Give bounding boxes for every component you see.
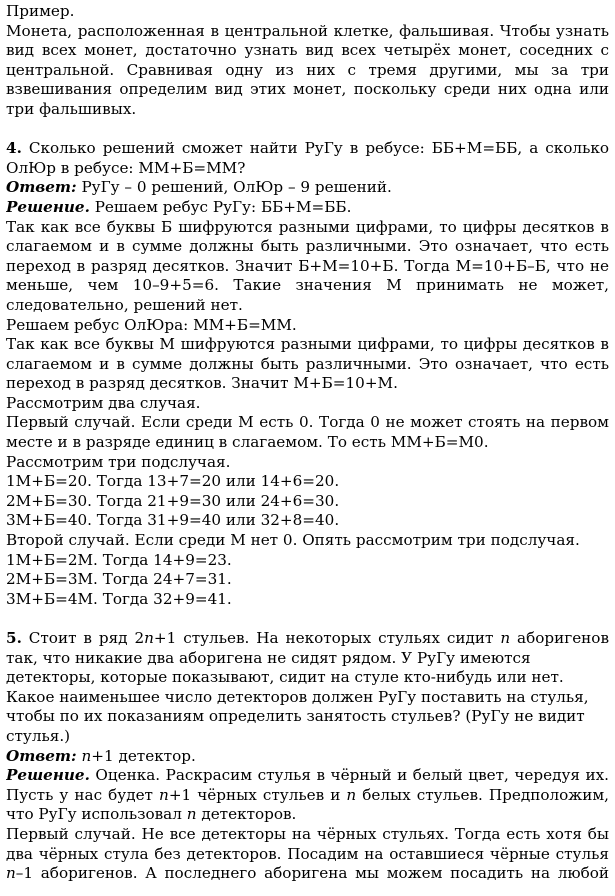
solution-line: Рассмотрим три подслучая.: [6, 452, 231, 471]
problem-5-section: [6, 629, 609, 884]
solution-line: Второй случай. Если среди М нет 0. Опять рассмотрим три подслучая.: [6, 531, 580, 550]
example-line: Монета, расположенная в центральной клетке, фальшивая. Чтобы узнать: [6, 21, 609, 40]
solution-text: что РуГу использовал: [6, 805, 187, 824]
answer-label: Ответ:: [6, 746, 77, 765]
variable-n: n: [346, 785, 357, 804]
solution-line: месте и в разряде единиц в слагаемом. То есть ММ+Б=М0.: [6, 433, 489, 452]
example-section: [6, 2, 609, 120]
problem-4-question-text: Сколько решений сможет найти РуГу в ребусе: ББ+М=ББ, а сколько: [21, 139, 609, 158]
question-text: +1 стульев. На некоторых стульях сидит: [153, 629, 501, 647]
variable-n: n: [81, 746, 92, 765]
question-text: аборигенов: [510, 629, 609, 647]
problem-4-answer: [6, 178, 609, 198]
solution-line: [6, 805, 609, 825]
problem-4-solution: [6, 198, 609, 218]
solution-line: меньше, чем 10–9+5=6. Такие значения М принимать не может,: [6, 276, 609, 295]
solution-text: детекторов.: [196, 805, 297, 824]
problem-4-question: [6, 139, 609, 159]
variable-n: n: [186, 805, 197, 824]
variable-n: n: [500, 629, 511, 647]
solution-line: [6, 786, 609, 806]
solution-text: Пусть у нас будет: [6, 785, 160, 804]
answer-label: Ответ:: [6, 178, 77, 197]
question-line: Какое наименьшее число детекторов должен РуГу поставить на стулья,: [6, 687, 589, 706]
problem-4-question-cont: ОлЮр в ребусе: ММ+Б=ММ?: [6, 158, 246, 177]
solution-line: 3М+Б=40. Тогда 31+9=40 или 32+8=40.: [6, 511, 340, 530]
example-line: вид всех монет, достаточно узнать вид всех четырёх монет, соседних с: [6, 41, 609, 60]
example-line: центральной. Сравнивая одну из них с тремя другими, мы за три: [6, 60, 609, 79]
solution-line: [6, 864, 609, 884]
problem-4-number: 4.: [6, 139, 22, 158]
answer-text: +1 детектор.: [91, 746, 196, 765]
variable-n: n: [144, 629, 154, 647]
solution-line: переход в разряд десятков. Значит Б+М=10+Б. Тогда М=10+Б–Б, что не: [6, 256, 609, 275]
solution-line: переход в разряд десятков. Значит М+Б=10+М.: [6, 374, 398, 393]
solution-line: слагаемом и в сумме должны быть различными. Это означает, что есть: [6, 354, 609, 373]
question-line: стулья.): [6, 726, 71, 745]
variable-n: n: [159, 785, 169, 804]
solution-text: +1 чёрных стульев и: [168, 785, 347, 804]
example-line: три фальшивых.: [6, 99, 137, 118]
answer-text: РуГу – 0 решений, ОлЮр – 9 решений.: [76, 178, 392, 197]
variable-n: n: [6, 864, 16, 883]
solution-text: Оценка. Раскрасим стулья в чёрный и белый цвет, чередуя их.: [89, 766, 609, 785]
solution-text: –1 аборигенов. А последнего аборигена мы можем посадить на любой: [15, 864, 609, 883]
example-line: взвешивания определим вид этих монет, поскольку среди них одна или: [6, 80, 609, 99]
solution-label: Решение.: [6, 197, 90, 216]
example-heading: Пример.: [6, 2, 75, 20]
solution-text: белых стульев. Предположим,: [356, 785, 609, 804]
solution-line: 1М+Б=2М. Тогда 14+9=23.: [6, 550, 232, 569]
problem-5-number: 5.: [6, 629, 22, 647]
solution-line: 2М+Б=3М. Тогда 24+7=31.: [6, 570, 232, 589]
solution-text: Решаем ребус РуГу: ББ+М=ББ.: [89, 197, 352, 216]
solution-line: Рассмотрим два случая.: [6, 393, 201, 412]
paragraph-gap: [6, 609, 609, 629]
solution-label: Решение.: [6, 766, 90, 785]
solution-line: Решаем ребус ОлЮра: ММ+Б=ММ.: [6, 315, 297, 334]
question-line: чтобы по их показаниям определить занятость стульев? (РуГу не видит: [6, 707, 585, 726]
solution-line: два чёрных стула без детекторов. Посадим на оставшиеся чёрные стулья: [6, 844, 609, 863]
problem-5-answer: [6, 747, 609, 767]
solution-line: следовательно, решений нет.: [6, 295, 243, 314]
problem-5-question: [6, 629, 609, 649]
solution-line: Первый случай. Если среди М есть 0. Тогда 0 не может стоять на первом: [6, 413, 609, 432]
question-line: так, что никакие два аборигена не сидят рядом. У РуГу имеются: [6, 648, 531, 667]
question-line: детекторы, которые показывают, сидит на стуле кто-нибудь или нет.: [6, 668, 564, 687]
solution-line: слагаемом и в сумме должны быть различными. Это означает, что есть: [6, 237, 609, 256]
solution-line: 1М+Б=20. Тогда 13+7=20 или 14+6=20.: [6, 472, 340, 491]
solution-line: Первый случай. Не все детекторы на чёрных стульях. Тогда есть хотя бы: [6, 824, 609, 843]
solution-line: 2М+Б=30. Тогда 21+9=30 или 24+6=30.: [6, 491, 340, 510]
problem-5-solution: [6, 766, 609, 786]
solution-line: 3М+Б=4М. Тогда 32+9=41.: [6, 589, 232, 608]
solution-line: Так как все буквы Б шифруются разными цифрами, то цифры десятков в: [6, 217, 609, 236]
question-text: Стоит в ряд 2: [21, 629, 145, 647]
paragraph-gap: [6, 120, 609, 140]
problem-4-section: [6, 139, 609, 609]
solution-line: Так как все буквы М шифруются разными цифрами, то цифры десятков в: [6, 335, 609, 354]
